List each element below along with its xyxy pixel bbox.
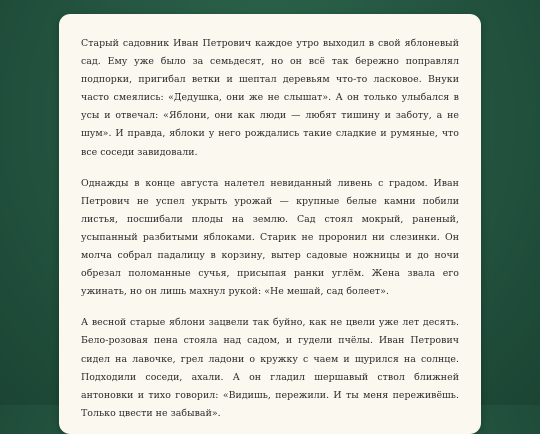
document-page xyxy=(59,14,481,434)
paragraph-1: Старый садовник Иван Петрович каждое утро выходил в свой яблоневый сад. Ему уже было за семьдесят, но он всё так бережно поправлял подпорки, пригибал ветки и шептал деревьям что-то ласковое. Внуки часто смеялись: «Дедушка, они же не слышат». А он только улыбался в усы и отвечал: «Яблони, они как люди — любят тишину и заботу, а не шум». И правда, яблоки у него рождались такие сладкие и румяные, что все соседи завидовали. xyxy=(81,38,459,158)
paragraph-3: А весной старые яблони зацвели так буйно, как не цвели уже лет десять. Бело-розовая пена стояла над садом, и гудели пчёлы. Иван Петрович сидел на лавочке, грел ладони о кружку с чаем и щурился на солнце. Подходили соседи, ахали. А он гладил шершавый ствол ближней антоновки и тихо говорил: «Видишь, пережили. И ты меня переживёшь. Только цвести не забывай». xyxy=(81,317,459,419)
paragraph-2: Однажды в конце августа налетел невиданный ливень с градом. Иван Петрович не успел укрыть урожай — крупные белые камни побили листья, посшибали плоды на землю. Сад стоял мокрый, раненый, усыпанный разбитыми яблоками. Старик не проронил ни слезинки. Он молча собрал падалицу в корзину, вытер садовые ножницы и до ночи обрезал поломанные сучья, присыпая ранки углём. Жена звала его ужинать, но он лишь махнул рукой: «Не мешай, сад болеет». xyxy=(81,177,459,298)
